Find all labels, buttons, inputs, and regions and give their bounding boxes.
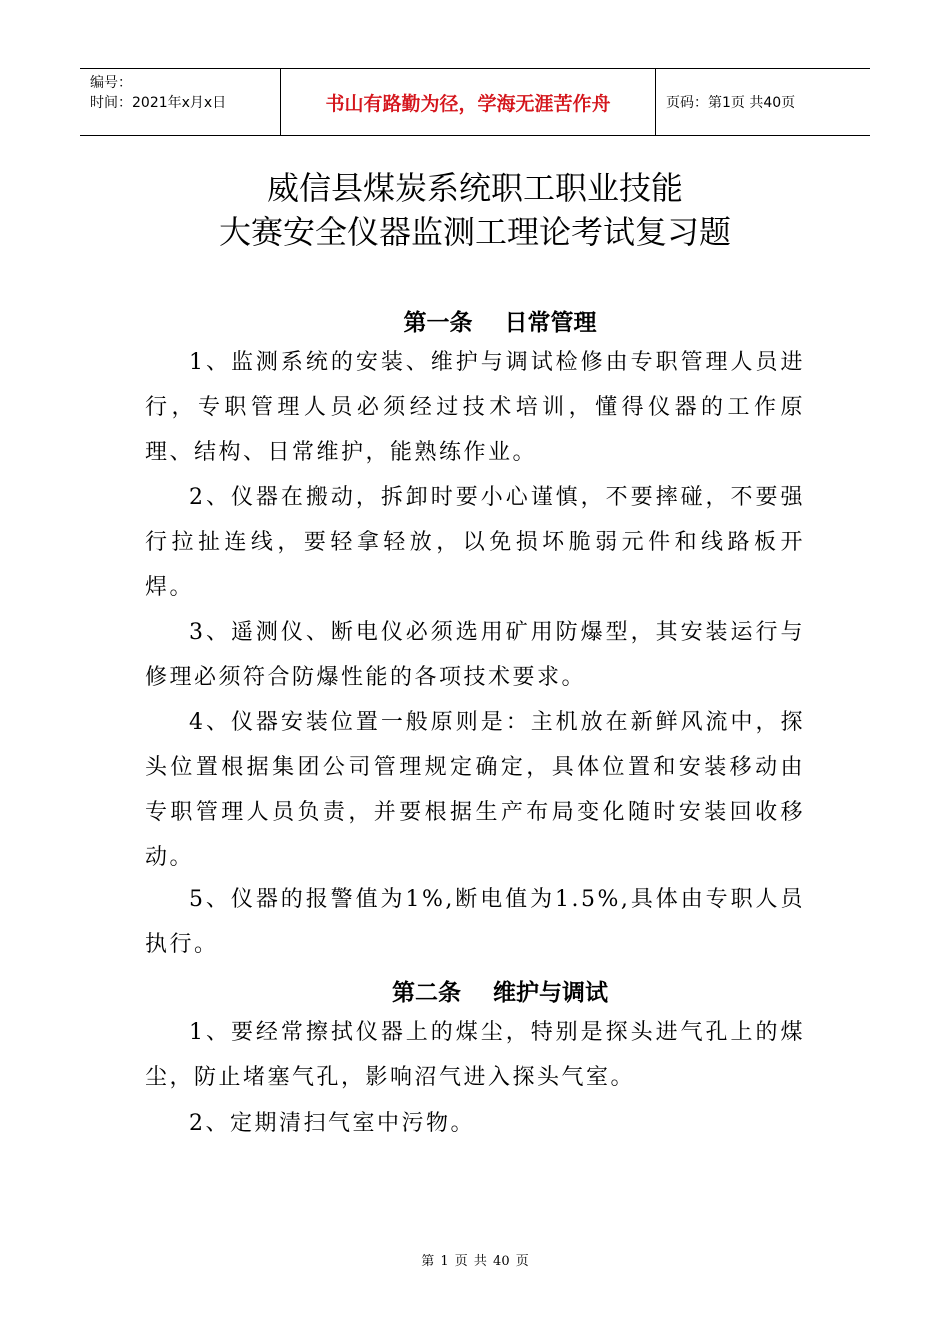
paragraph-1-2: 2、仪器在搬动，拆卸时要小心谨慎，不要摔碰，不要强行拉扯连线，要轻拿轻放，以免损坏脆弱元件和线路板开焊。 [145, 485, 805, 600]
section-heading-1: 第一条 日常管理 [403, 310, 597, 336]
header-meta [80, 69, 280, 135]
number-label: 编号： [90, 75, 132, 91]
paragraph-1-1: 1、监测系统的安装、维护与调试检修由专职管理人员进行，专职管理人员必须经过技术培训，懂得仪器的工作原理、结构、日常维护，能熟练作业。 [145, 350, 805, 465]
time-label: 时间：2021年x月x日 [90, 95, 227, 111]
page-header [80, 68, 870, 136]
paragraph-1-4: 4、仪器安装位置一般原则是：主机放在新鲜风流中，探头位置根据集团公司管理规定确定，具体位置和安装移动由专职管理人员负责，并要根据生产布局变化随时安装回收移动。 [145, 710, 805, 870]
header-page-info: 页码：第1页 共40页 [666, 95, 796, 111]
page-footer: 第 1 页 共 40 页 [421, 1254, 529, 1269]
paragraph-1-5: 5、仪器的报警值为1%,断电值为1.5%,具体由专职人员执行。 [145, 887, 805, 957]
section-heading-2: 第二条 维护与调试 [391, 980, 609, 1006]
title-line-2: 大赛安全仪器监测工理论考试复习题 [218, 213, 731, 251]
paragraph-2-1: 1、要经常擦拭仪器上的煤尘，特别是探头进气孔上的煤尘，防止堵塞气孔，影响沼气进入探头气室。 [145, 1020, 805, 1090]
title-line-1: 威信县煤炭系统职工职业技能 [266, 169, 683, 207]
paragraph-2-2: 2、定期清扫气室中污物。 [189, 1111, 475, 1136]
header-motto: 书山有路勤为径，学海无涯苦作舟 [280, 69, 656, 135]
paragraph-1-3: 3、遥测仪、断电仪必须选用矿用防爆型，其安装运行与修理必须符合防爆性能的各项技术要求。 [145, 620, 805, 690]
